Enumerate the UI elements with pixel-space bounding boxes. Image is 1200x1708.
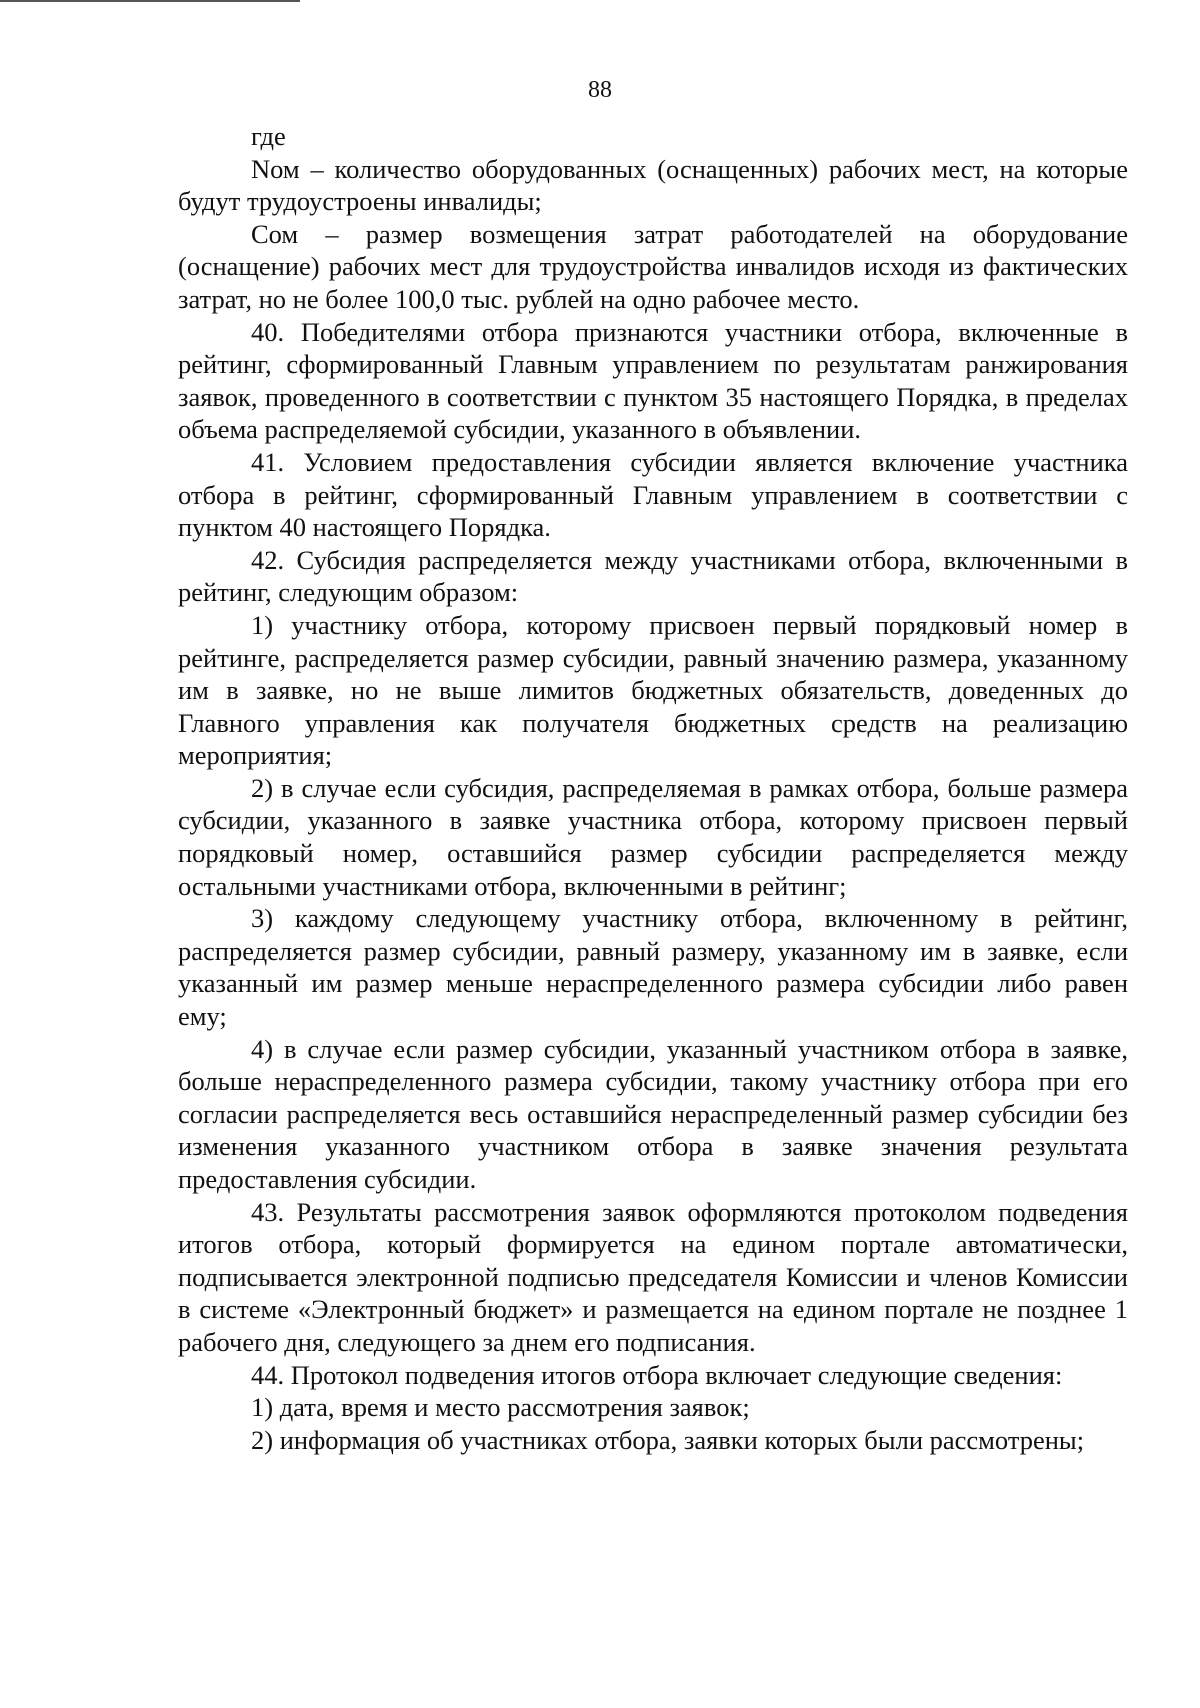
paragraph-42-item-4: 4) в случае если размер субсидии, указанный участником отбора в заявке, больше нераспределенного размера субсидии, такому участнику отбора при его согласии распределяется весь оставшийся нераспределенный размер субсидии без изменения указанного участником отбора в заявке значения результата предоставления субсидии. [178,1033,1128,1194]
paragraph-nom-definition [178,153,1128,218]
paragraph-41: 41. Условием предоставления субсидии является включение участника отбора в рейтинг, сформированный Главным управлением в соответствии с пунктом 40 настоящего Порядка. [178,446,1128,543]
paragraph-40: 40. Победителями отбора признаются участники отбора, включенные в рейтинг, сформированный Главным управлением по результатам ранжирования заявок, проведенного в соответствии с пунктом 35 настоящего Порядка, в пределах объема распределяемой субсидии, указанного в объявлении. [178,316,1128,445]
scan-edge-line [0,0,300,2]
paragraph-42-item-1: 1) участнику отбора, которому присвоен первый порядковый номер в рейтинге, распределяется размер субсидии, равный значению размера, указанному им в заявке, но не выше лимитов бюджетных обязательств, доведенных до Главного управления как получателя бюджетных средств на реализацию мероприятия; [178,609,1128,771]
paragraph-com-definition [178,218,1128,316]
com-definition-text: – размер возмещения затрат работодателей на оборудование (оснащение) рабочих мест для трудоустройства инвалидов исходя из фактических затрат, но не более 100,0 тыс. рублей на одно рабочее место. [178,218,1128,314]
paragraph-44: 44. Протокол подведения итогов отбора включает следующие сведения: [251,1359,1063,1390]
paragraph-where: где [251,121,286,151]
paragraph-44-item-2: 2) информация об участниках отбора, заявки которых были рассмотрены; [251,1424,1085,1455]
nom-symbol: Nом [251,153,300,184]
com-symbol: Cом [251,218,299,249]
paragraph-42-item-2: 2) в случае если субсидия, распределяемая в рамках отбора, больше размера субсидии, указанного в заявке участника отбора, которому присвоен первый порядковый номер, оставшийся размер субсидии распределяется между остальными участниками отбора, включенными в рейтинг; [178,772,1128,901]
page-number: 88 [588,77,612,103]
nom-definition-text: – количество оборудованных (оснащенных) рабочих мест, на которые будут трудоустроены инвалиды; [178,153,1128,217]
document-body [178,120,1128,1456]
paragraph-43: 43. Результаты рассмотрения заявок оформляются протоколом подведения итогов отбора, который формируется на едином портале автоматически, подписывается электронной подписью председателя Комиссии и членов Комиссии в системе «Электронный бюджет» и размещается на едином портале не позднее 1 рабочего дня, следующего за днем его подписания. [178,1196,1128,1357]
paragraph-44-item-1: 1) дата, время и место рассмотрения заявок; [251,1392,750,1423]
paragraph-42: 42. Субсидия распределяется между участниками отбора, включенными в рейтинг, следующим образом: [178,544,1128,608]
paragraph-42-item-3: 3) каждому следующему участнику отбора, включенному в рейтинг, распределяется размер субсидии, равный размеру, указанному им в заявке, если указанный им размер меньше нераспределенного размера субсидии либо равен ему; [178,903,1128,1032]
